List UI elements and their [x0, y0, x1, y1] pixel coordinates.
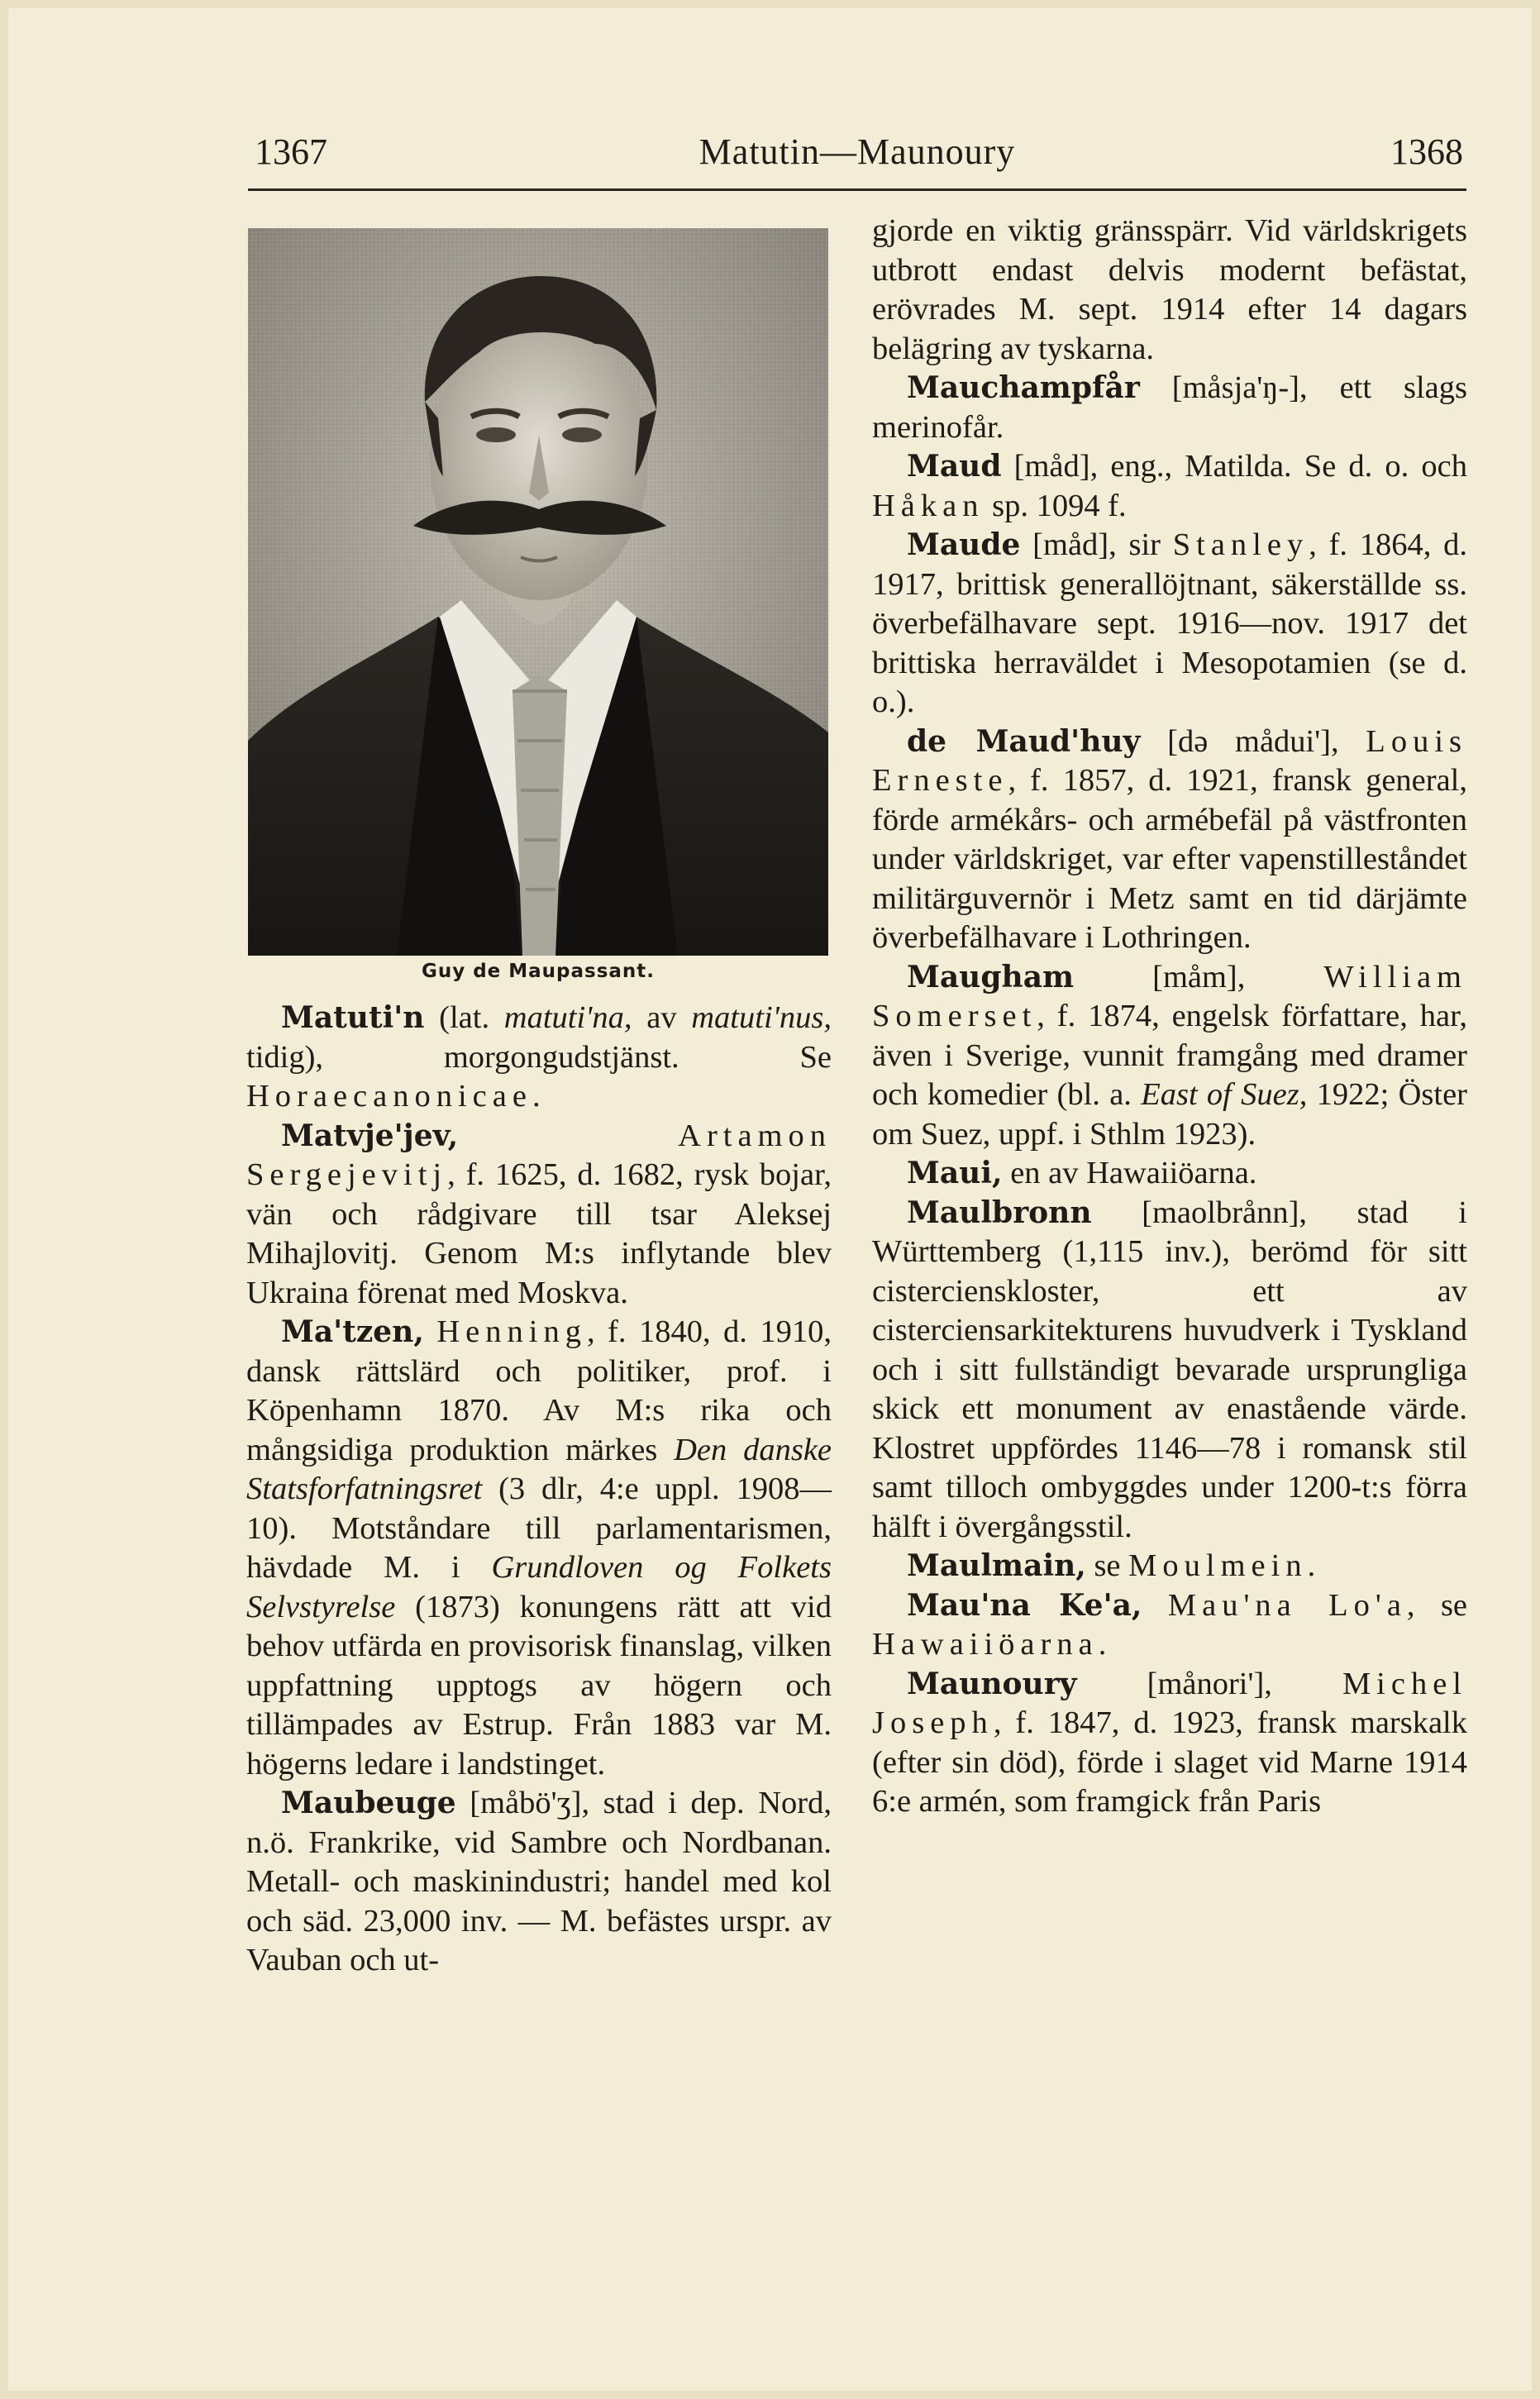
entry-maude: Maude [måd], sir Stanley, f. 1864, d. 1917, brittisk generallöjtnant, säkerställde ss. överbefälhavare sept. 1916—nov. 1917 det brittiska herraväldet i Mesopotamien (se d. o.).: [872, 527, 1467, 719]
entry-matvjejev: Matvje'jev, Artamon Sergejevitj, f. 1625, d. 1682, rysk bojar, vän och rådgivare till tsar Aleksej Mihajlovitj. Genom M:s inflytande blev Ukraina förenat med Moskva.: [246, 1118, 832, 1310]
page-number-left: 1367: [255, 131, 327, 172]
right-column: [872, 212, 1467, 1822]
cross-reference: Horaecanonicae: [246, 1079, 532, 1114]
cross-reference: Håkan: [872, 488, 985, 523]
person-name: Mau'na Lo'a: [1167, 1587, 1407, 1623]
entry-continuation: gjorde en viktig gränsspärr. Vid världskrigets utbrott endast delvis modernt befästat, erövrades M. sept. 1914 efter 14 dagars belägring av tyskarna.: [872, 213, 1467, 366]
entry-maudhuy: de Maud'huy [də mådui'], Louis Erneste, f. 1857, d. 1921, fransk general, förde armékårs- och armébefäl på västfronten under världskriget, var efter vapenstilleståndet militärguvernör i Metz samt en tid därjämte överbefälhavare i Lothringen.: [872, 723, 1467, 955]
maupassant-portrait: [248, 228, 828, 956]
page-header: [248, 131, 1466, 180]
person-name: William Somerset: [872, 959, 1467, 1033]
entry-maulbronn: Maulbronn [maolbrånn], stad i Württemberg (1,115 inv.), berömd för sitt cistercienskloster, ett av cisterciensarkitekturens huvudverk i Tyskland och i sitt fullständigt bevarade ursprungliga skick ett monument av enastående värde. Klostret uppfördes 1146—78 i romansk stil samt tilloch ombyggdes under 1200-t:s förra hälft i övergångsstil.: [872, 1195, 1467, 1544]
entry-headword: Maubeuge: [281, 1786, 456, 1820]
cross-reference: Hawaiiöarna: [872, 1627, 1099, 1662]
cross-reference: Moulmein: [1128, 1548, 1308, 1583]
person-name: Artamon Sergejevitj: [246, 1118, 832, 1192]
entry-headword: Ma'tzen,: [281, 1314, 424, 1349]
entry-maubeuge: Maubeuge [måbö'ʒ], stad i dep. Nord, n.ö. Frankrike, vid Sambre och Nordbanan. Metall- och maskinindustri; handel med kol och säd. 23,000 inv. — M. befästes urspr. av Vauban och ut-: [246, 1786, 832, 1977]
entry-headword: Maude: [907, 527, 1021, 562]
entry-headword: Matuti'n: [281, 1000, 425, 1035]
header-rule: [248, 188, 1466, 191]
entry-headword: Maugham: [907, 959, 1075, 994]
left-column: [246, 999, 832, 1981]
portrait-photo: [248, 228, 828, 956]
page-number-right: 1368: [1390, 131, 1463, 172]
entry-headword: Maunoury: [907, 1666, 1077, 1701]
running-title: Matutin—Maunoury: [698, 131, 1016, 172]
entry-maui: Maui, en av Hawaiiöarna.: [907, 1156, 1257, 1190]
entry-headword: Maui,: [907, 1156, 1003, 1190]
entry-headword: Mauchampfår: [907, 370, 1140, 405]
entry-headword: Maulbronn: [907, 1195, 1092, 1230]
entry-headword: Maud: [907, 449, 1002, 484]
person-name: Henning: [436, 1314, 587, 1349]
entry-mauchampfar: Mauchampfår [måsja'ŋ-], ett slags merinofår.: [872, 370, 1467, 445]
entry-maulmain: Maulmain, se Moulmein.: [907, 1548, 1316, 1583]
entry-matutin: Matuti'n (lat. matuti'na, av matuti'nus, tidig), morgongudstjänst. Se Horaecanonicae.: [246, 1000, 832, 1114]
entry-headword: Matvje'jev,: [281, 1118, 459, 1153]
entry-maud: Maud [måd], eng., Matilda. Se d. o. och Håkan sp. 1094 f.: [872, 449, 1467, 523]
entry-matzen: Ma'tzen, Henning, f. 1840, d. 1910, dansk rättslärd och politiker, prof. i Köpenhamn 1870. Av M:s rika och mångsidiga produktion märkes Den danske Statsforfatningsret (3 dlr, 4:e uppl. 1908—10). Motståndare till parlamentarismen, hävdade M. i Grundloven og Folkets Selvstyrelse (1873) konungens rätt att vid behov utfärda en provisorisk finanslag, vilken uppfattning upptogs av högern och tillämpades av Estrup. Från 1883 var M. högerns ledare i landstinget.: [246, 1314, 832, 1781]
person-name: Stanley: [1172, 527, 1309, 562]
entry-maunoury: Maunoury [månori'], Michel Joseph, f. 1847, d. 1923, fransk marskalk (efter sin död), förde i slaget vid Marne 1914 6:e armén, som framgick från Paris: [872, 1666, 1467, 1819]
entry-headword: Mau'na Ke'a,: [907, 1587, 1142, 1623]
entry-headword: Maulmain,: [907, 1548, 1086, 1583]
entry-maugham: Maugham [måm], William Somerset, f. 1874, engelsk författare, har, även i Sverige, vunnit framgång med dramer och komedier (bl. a. East of Suez, 1922; Öster om Suez, uppf. i Sthlm 1923).: [872, 959, 1468, 1152]
figure-caption: Guy de Maupassant.: [421, 961, 656, 982]
entry-maunakea: Mau'na Ke'a, Mau'na Lo'a, se Hawaiiöarna.: [872, 1587, 1468, 1662]
person-name: Louis Erneste: [872, 723, 1467, 798]
entry-headword: de Maud'huy: [907, 723, 1141, 759]
person-name: Michel Joseph: [872, 1666, 1467, 1740]
